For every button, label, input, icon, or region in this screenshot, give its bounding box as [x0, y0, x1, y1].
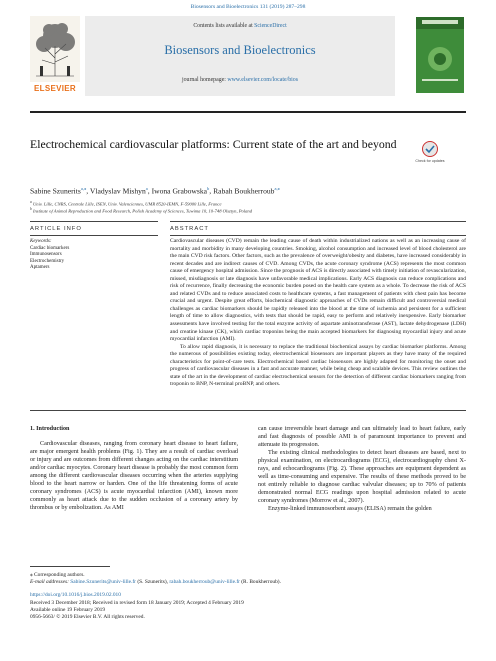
abstract-heading: ABSTRACT: [170, 226, 209, 232]
author-name[interactable]: Rabah Boukherroub: [213, 186, 275, 196]
cover-art-icon: [416, 17, 464, 93]
article-title: Electrochemical cardiovascular platforms: Current state of the art and beyond: [30, 137, 397, 151]
abstract-paragraph: To allow rapid diagnosis, it is necessary to replace the traditional biochemical assays by cardiac biomarker platforms. Among the numerous of possibilities existing today, electrochemical biosensors are important players as they have many of the required characteristics for point-of-care tests. Electrochemical based cardiac biosensors are highly adapted for monitoring the onset and progress of cardiovascular diseases in a fast and accurate manner, while being cheap and scalable devices. This review outlines the state of the art in the development of cardiac electrochemical sensors for the detection of different cardiac biomarkers ranging from troponin to BNP, N-terminal proBNP, and others.: [170, 343, 466, 388]
journal-cover-thumbnail[interactable]: [416, 17, 464, 93]
author-name[interactable]: Sabine Szunerits: [30, 186, 81, 196]
author-affiliation-mark[interactable]: b: [207, 186, 210, 191]
running-head: Biosensors and Bioelectronics 131 (2019) 287–298: [190, 4, 306, 10]
email-label: E-mail addresses:: [30, 579, 71, 586]
affiliation-mark: a: [30, 200, 32, 204]
received-dates: Received 3 December 2018; Received in revised form 18 January 2019; Accepted 4 February 2019: [30, 599, 244, 606]
body-paragraph: Cardiovascular diseases, ranging from coronary heart disease to heart failure, are major emergent health problems (Fig. 1). They are a result of cardiac overload or injury and are outcomes from different changes acting on the cardiac interstitium and/or cardiac myocytes. Coronary heart disease is probably the most common form among the different cardiovascular diseases occurring when the arteries supplying blood to the heart narrow or harden. One of the life threatening forms of acute coronary syndromes (ACS) is acute myocardial infarction (AMI), known more commonly as heart attack due to the sudden occlusion of a coronary artery by thrombus or by embolization. As AMI: [30, 441, 238, 512]
affiliation-text: Institute of Animal Reproduction and Food Research, Polish Academy of Sciences, Tuwima 10, 10-748 Olsztyn, Poland: [32, 208, 253, 214]
author-affiliation-mark[interactable]: a,⁎: [274, 186, 280, 191]
email-owner: (S. Szunerits),: [135, 579, 170, 586]
contents-line: [85, 23, 395, 29]
journal-title[interactable]: Biosensors and Bioelectronics: [164, 43, 316, 57]
contents-prefix: Contents lists available at: [193, 23, 255, 29]
keyword-item: Cardiac biomarkers: [30, 245, 70, 251]
author-affiliation-mark[interactable]: a,⁎: [80, 186, 87, 191]
keyword-item: Immunosensors: [30, 252, 62, 257]
article-info-subrule: [30, 235, 158, 236]
abstract-text: [170, 238, 466, 389]
crossmark-icon: [415, 140, 445, 164]
abstract-paragraph: Cardiovascular diseases (CVD) remain the leading cause of death within industrialized nations as well as an increasing cause of mortality and morbidity in many developing countries. Smoking, alcohol consumption and increased level of blood cholesterol are the main CVD risk factors. Other factors, such as the prevalence of overweight/obesity and diabetes, have increased considerably in recent decades and are indirect causes of CVD. Among CVDs, the acute coronary syndrome (ACS) represents the most common cause of emergency hospital admission. Since the prognosis of ACS is directly associated with timely initiation of revascularization, missed, misdiagnosis or late diagnosis have unfavorable medical implications. Early ACS diagnosis can reduce complications and risk of recurrence, finally decreasing the economic burden posed on the health care system as a whole. To decrease the risk of ACS and related CVDs and to reduce associated costs to healthcare systems, a fast management of patients with chest pain has become crucial and urgent. Despite great efforts, biochemical diagnostic approaches of CVDs remain difficult and controversial medical challenges as cardiac biomarkers should be rapidly released into the blood at the time of ischemia and persistent for a sufficient length of time to allow diagnostics, with tests that should be rapid, easy to perform and relatively inexpensive. Early biomarker assessments have involved testing for the total enzyme activity of aspartate aminotransferase (AST), lactate dehydrogenase (LDH) and creatine kinase (CK), which cardiac troponins being the main accepted biomarkers for diagnosing myocardial injury and acute myocardial infarction (AMI).: [170, 238, 466, 343]
homepage-link[interactable]: www.elsevier.com/locate/bios: [227, 77, 299, 83]
header-rule: [30, 111, 466, 113]
body-paragraph: can cause irreversible heart damage and can ultimately lead to heart failure, early and fast diagnosis of possible AMI is of paramount importance to prevent and attenuate its progression.: [258, 426, 466, 449]
affiliation-b: [30, 207, 460, 214]
journal-banner: [30, 16, 466, 107]
corresponding-note: ⁎ Corresponding authors.: [30, 572, 85, 578]
author-separator: ,: [147, 186, 152, 196]
homepage-prefix: journal homepage:: [181, 77, 228, 83]
keyword-item: Aptamers: [30, 265, 50, 270]
affiliation-mark: b: [30, 207, 32, 211]
crossmark-badge[interactable]: [415, 140, 445, 164]
author-affiliation-mark[interactable]: a: [145, 186, 148, 191]
affiliation-text: Univ. Lille, CNRS, Centrale Lille, ISEN, Univ. Valenciennes, UMR 8520-IEMN, F-59000 Lille, France: [32, 201, 222, 207]
email-line: [30, 579, 466, 586]
article-info-rule: [30, 221, 158, 222]
email-link[interactable]: rabah.boukherroub@univ-lille.fr: [169, 579, 240, 586]
keywords-label: Keywords:: [30, 239, 52, 244]
affiliation-a: [30, 200, 460, 207]
abstract-bottom-rule: [30, 410, 466, 411]
section-heading: 1. Introduction: [30, 426, 70, 432]
available-online: Available online 19 February 2019: [30, 606, 106, 613]
footnote-rule: [30, 566, 110, 567]
elsevier-tree-icon: [30, 16, 80, 82]
journal-homepage: [85, 77, 395, 83]
author-name[interactable]: Iwona Grabowska: [151, 186, 208, 196]
body-paragraph: Enzyme-linked immunosorbent assays (ELISA) remain the golden: [268, 506, 432, 513]
copyright-notice: 0956-5663/ © 2019 Elsevier B.V. All rights reserved.: [30, 614, 145, 621]
elsevier-logo[interactable]: [30, 16, 80, 96]
body-paragraph: The existing clinical methodologies to detect heart diseases are based, next to physical examination, on electrocardiograms (ECG), electrocardiography chest X-rays, and echocardiograms (Fig. 2). These approaches are equipment dependent as well as time-consuming and expensive. The results of these methods proved to be not entirely reliable to diagnose cardiac valvular diseases; up to 70% of patients demonstrated normal ECG readings upon hospital admission related to acute coronary syndromes (Morrow et al., 2007).: [258, 450, 466, 505]
abstract-subrule: [170, 235, 466, 236]
keywords-block: [30, 239, 150, 272]
article-info-heading: ARTICLE INFO: [30, 226, 82, 232]
sciencedirect-link[interactable]: ScienceDirect: [254, 23, 287, 29]
keyword-item: Electrochemistry: [30, 258, 65, 264]
abstract-rule: [170, 221, 466, 222]
footnotes: [30, 572, 466, 621]
body-right-column: [258, 425, 466, 514]
author-separator: ,: [86, 186, 90, 196]
author-separator: ,: [209, 186, 214, 196]
doi-link[interactable]: https://doi.org/10.1016/j.bios.2019.02.010: [30, 592, 121, 599]
body-left-column: [30, 425, 238, 512]
author-list: [30, 186, 460, 196]
elsevier-wordmark: ELSEVIER: [34, 84, 76, 93]
crossmark-label: Check for updates: [415, 159, 445, 163]
author-name[interactable]: Vladyslav Mishyn: [89, 186, 146, 196]
email-owner: (R. Boukherroub).: [239, 579, 281, 586]
email-link[interactable]: Sabine.Szunerits@univ-lille.fr: [70, 579, 136, 586]
